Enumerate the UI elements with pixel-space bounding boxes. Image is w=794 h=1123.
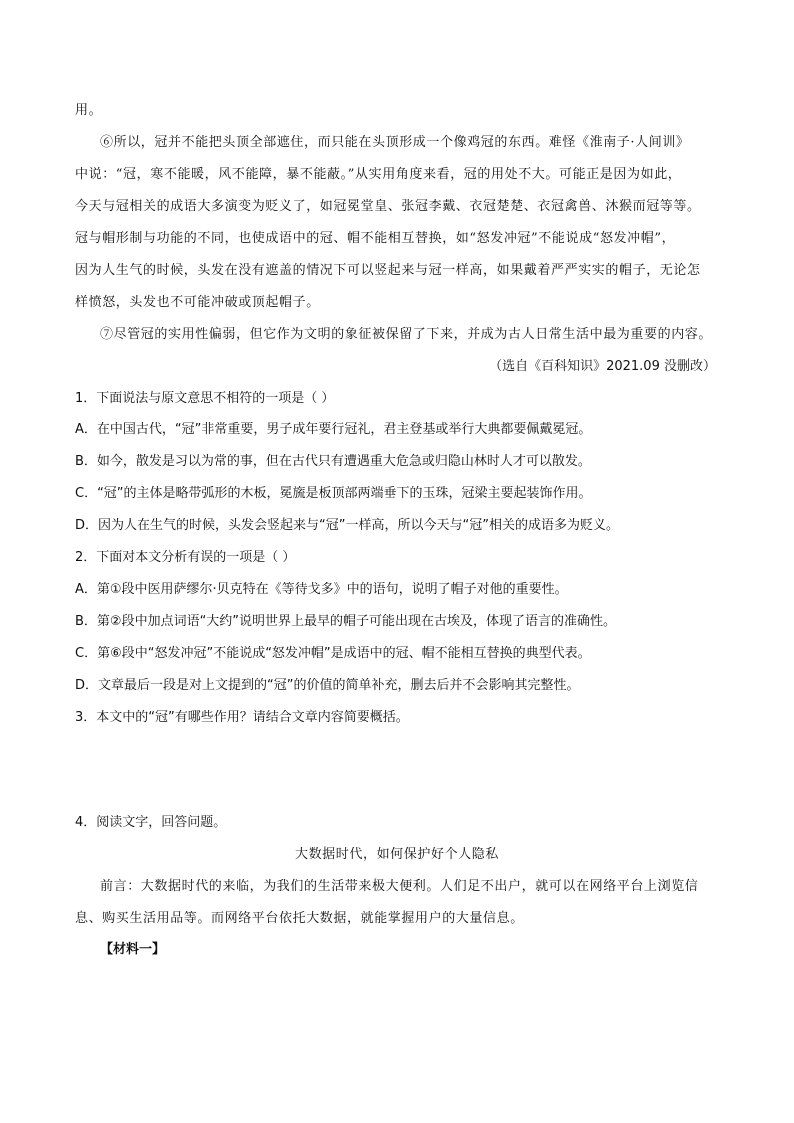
question-3-stem: 3．本文中的“冠”有哪些作用？请结合文章内容简要概括。	[75, 710, 409, 725]
passage-line: 用。	[75, 103, 103, 118]
question-1-stem: 1．下面说法与原文意思不相符的一项是（ ）	[75, 391, 335, 406]
question-1-option-c: C．“冠”的主体是略带弧形的木板，冕旒是板顶部两端垂下的玉珠，冠梁主要起装饰作用。	[75, 486, 592, 501]
passage-line: 今天与冠相关的成语大多演变为贬义了，如冠冕堂皇、张冠李戴、衣冠楚楚、衣冠禽兽、沐猴而冠等等。	[75, 199, 701, 214]
question-2-option-c: C．第⑥段中“怒发冲冠”不能说成“怒发冲帽”是成语中的冠、帽不能相互替换的典型代表。	[75, 646, 591, 661]
passage-line: 冠与帽形制与功能的不同，也使成语中的冠、帽不能相互替换，如“怒发冲冠”不能说成“怒发冲帽”，	[75, 231, 676, 246]
question-2-option-b: B．第②段中加点词语“大约”说明世界上最早的帽子可能出现在古埃及，体现了语言的准确性。	[75, 614, 617, 629]
passage-line: 样愤怒，头发也不可能冲破或顶起帽子。	[75, 295, 320, 310]
question-4-preface-line: 息、购买生活用品等。而网络平台依托大数据，就能掌握用户的大量信息。	[75, 911, 524, 926]
question-4-preface-line: 前言：大数据时代的来临，为我们的生活带来极大便利。人们足不出户，就可以在网络平台上浏览信	[100, 879, 699, 894]
question-4-material-label: 【材料一】	[100, 942, 166, 957]
passage-line: ⑥所以，冠并不能把头顶全部遮住，而只能在头顶形成一个像鸡冠的东西。难怪《淮南子·人间训》	[100, 135, 690, 150]
passage-line: 中说：“冠，寒不能暖，风不能障，暴不能蔽。”从实用角度来看，冠的用处不大。可能正是因为如此，	[75, 167, 682, 182]
question-1-option-b: B．如今，散发是习以为常的事，但在古代只有遭遇重大危急或归隐山林时人才可以散发。	[75, 454, 591, 469]
question-2-stem: 2．下面对本文分析有误的一项是（ ）	[75, 550, 296, 565]
passage-source: （选自《百科知识》2021.09 没删改）	[489, 359, 716, 374]
passage-line: ⑦尽管冠的实用性偏弱，但它作为文明的象征被保留了下来，并成为古人日常生活中最为重要的内容。	[100, 327, 713, 342]
passage-line: 因为人生气的时候，头发在没有遮盖的情况下可以竖起来与冠一样高，如果戴着严严实实的帽子，无论怎	[75, 263, 701, 278]
question-1-option-d: D．因为人在生气的时候，头发会竖起来与“冠”一样高，所以今天与“冠”相关的成语多为贬义。	[75, 518, 619, 533]
question-1-option-a: A．在中国古代，“冠”非常重要，男子成年要行冠礼，君主登基或举行大典都要佩戴冕冠。	[75, 422, 592, 437]
question-2-option-d: D．文章最后一段是对上文提到的“冠”的价值的简单补充，删去后并不会影响其完整性。	[75, 678, 580, 693]
question-4-article-title: 大数据时代，如何保护好个人隐私	[294, 847, 499, 862]
question-4-stem: 4．阅读文字，回答问题。	[75, 815, 227, 830]
question-2-option-a: A．第①段中医用萨缪尔·贝克特在《等待戈多》中的语句，说明了帽子对他的重要性。	[75, 582, 568, 597]
